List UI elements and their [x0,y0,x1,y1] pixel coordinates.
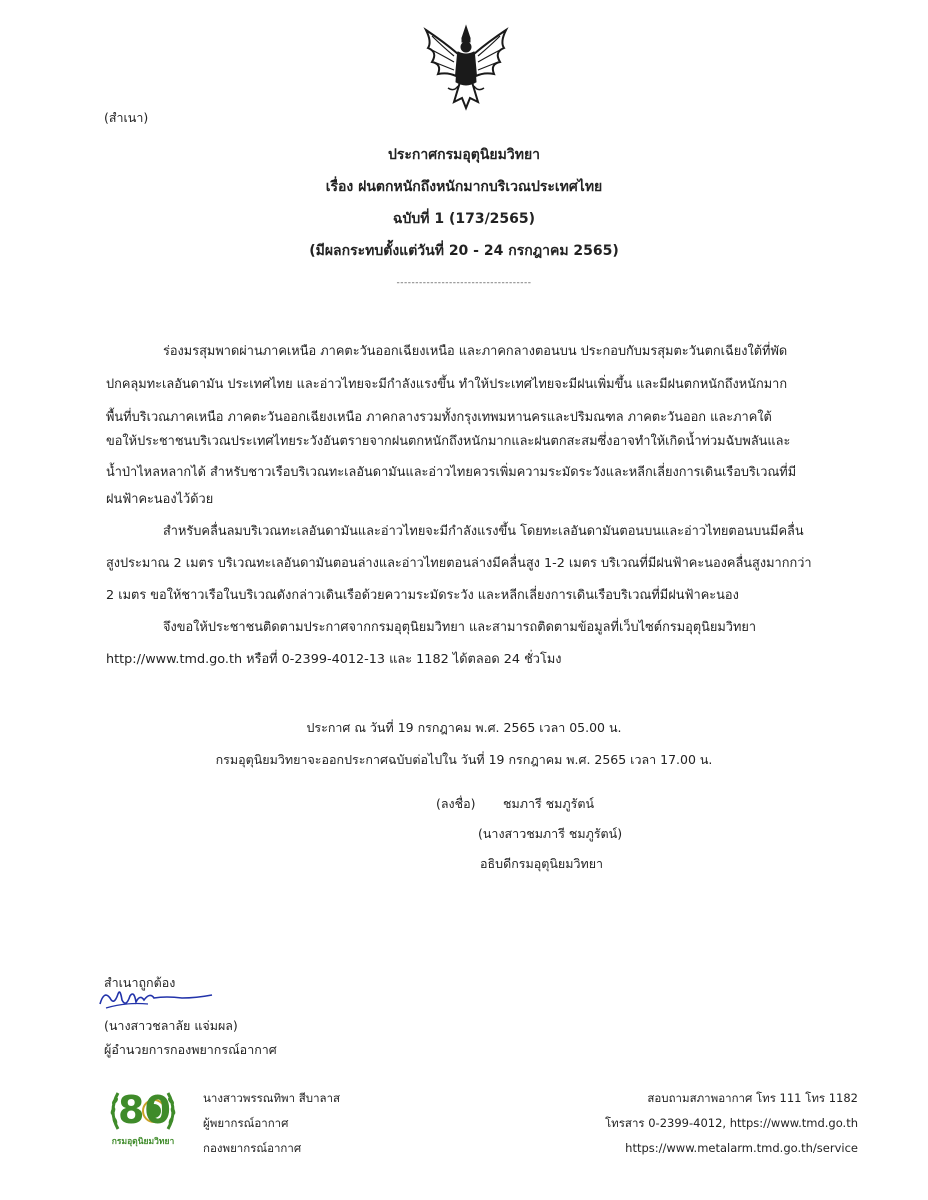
copy-mark: (สำเนา) [104,110,149,125]
logo-text: กรมอุตุนิยมวิทยา [111,1137,175,1147]
signature-position: อธิบดีกรมอุตุนิยมวิทยา [480,856,604,871]
contact-phone: สอบถามสภาพอากาศ โทร 111 โทร 1182 [647,1091,858,1105]
forecaster-name: นางสาวพรรณทิพา สีบาลาส [203,1091,341,1105]
announce-date: ประกาศ ณ วันที่ 19 กรกฎาคม พ.ศ. 2565 เวลา 05.00 น. [306,720,622,735]
body-line: ขอให้ประชาชนบริเวณประเทศไทยระวังอันตรายจากฝนตกหนักถึงหนักมากและฝนตกสะสมซึ่งอาจทำให้เกิดน้ำท่วมฉับพลันและ [106,434,791,449]
certified-position: ผู้อำนวยการกองพยากรณ์อากาศ [104,1042,277,1057]
forecaster-division: กองพยากรณ์อากาศ [203,1141,302,1155]
body-line: http://www.tmd.go.th หรือที่ 0-2399-4012-13 และ 1182 ได้ตลอด 24 ชั่วโมง [106,652,562,667]
body-line: น้ำป่าไหลหลากได้ สำหรับชาวเรือบริเวณทะเลอันดามันและอ่าวไทยควรเพิ่มความระมัดระวังและหลีกเลี่ยงการเดินเรือบริเวณที่มี [106,465,797,480]
signature-name: ชมภารี ชมภูรัตน์ [503,796,595,811]
body-line: 2 เมตร ขอให้ชาวเรือในบริเวณดังกล่าวเดินเรือด้วยความระมัดระวัง และหลีกเลี่ยงการเดินเรือบริเวณที่มีฝนฟ้าคะนอง [106,588,739,603]
body-line: พื้นที่บริเวณภาคเหนือ ภาคตะวันออกเฉียงเหนือ ภาคกลางรวมทั้งกรุงเทพมหานครและปริมณฑล ภาคตะวันออก และภาคใต้ [106,410,772,425]
announcement-effective-dates: (มีผลกระทบตั้งแต่วันที่ 20 - 24 กรกฎาคม 2565) [309,243,619,259]
body-line: จึงขอให้ประชาชนติดตามประกาศจากกรมอุตุนิยมวิทยา และสามารถติดตามข้อมูลที่เว็บไซต์กรมอุตุนิยมวิทยา [163,620,757,635]
contact-service-link[interactable]: https://www.metalarm.tmd.go.th/service [625,1141,858,1155]
signature-full-name: (นางสาวชมภารี ชมภูรัตน์) [478,826,623,841]
body-line: ฝนฟ้าคะนองไว้ด้วย [106,492,214,507]
certified-copy-label: สำเนาถูกต้อง [104,975,176,990]
announcement-issue: ฉบับที่ 1 (173/2565) [392,211,536,227]
body-line: ร่องมรสุมพาดผ่านภาคเหนือ ภาคตะวันออกเฉียงเหนือ และภาคกลางตอนบน ประกอบกับมรสุมตะวันตกเฉียงใต้ที่พัด [163,344,788,359]
body-line: สูงประมาณ 2 เมตร บริเวณทะเลอันดามันตอนล่างและอ่าวไทยตอนล่างมีคลื่นสูง 1-2 เมตร บริเวณที่มีฝนฟ้าคะนองคลื่นสูงมากกว่า [106,556,812,571]
garuda-emblem-icon [418,22,514,114]
logo-number: 80 [118,1088,171,1132]
announcement-subject: เรื่อง ฝนตกหนักถึงหนักมากบริเวณประเทศไทย [325,179,603,195]
contact-fax-website[interactable]: โทรสาร 0-2399-4012, https://www.tmd.go.th [605,1116,858,1130]
tmd-80-logo [104,1085,182,1157]
next-announcement: กรมอุตุนิยมวิทยาจะออกประกาศฉบับต่อไปใน วันที่ 19 กรกฎาคม พ.ศ. 2565 เวลา 17.00 น. [215,752,713,767]
body-line: ปกคลุมทะเลอันดามัน ประเทศไทย และอ่าวไทยจะมีกำลังแรงขึ้น ทำให้ประเทศไทยจะมีฝนเพิ่มขึ้น และมีฝนตกหนักถึงหนักมาก [106,377,788,392]
body-line: สำหรับคลื่นลมบริเวณทะเลอันดามันและอ่าวไทยจะมีกำลังแรงขึ้น โดยทะเลอันดามันตอนบนและอ่าวไทยตอนบนมีคลื่น [163,524,804,539]
forecaster-role: ผู้พยากรณ์อากาศ [203,1116,289,1130]
header-separator: ------------------------------------ [396,278,532,288]
handwritten-signature-icon [96,986,214,1012]
signature-label: (ลงชื่อ) [436,796,476,811]
certified-name: (นางสาวชลาลัย แจ่มผล) [104,1018,238,1033]
announcement-title: ประกาศกรมอุตุนิยมวิทยา [387,147,541,163]
